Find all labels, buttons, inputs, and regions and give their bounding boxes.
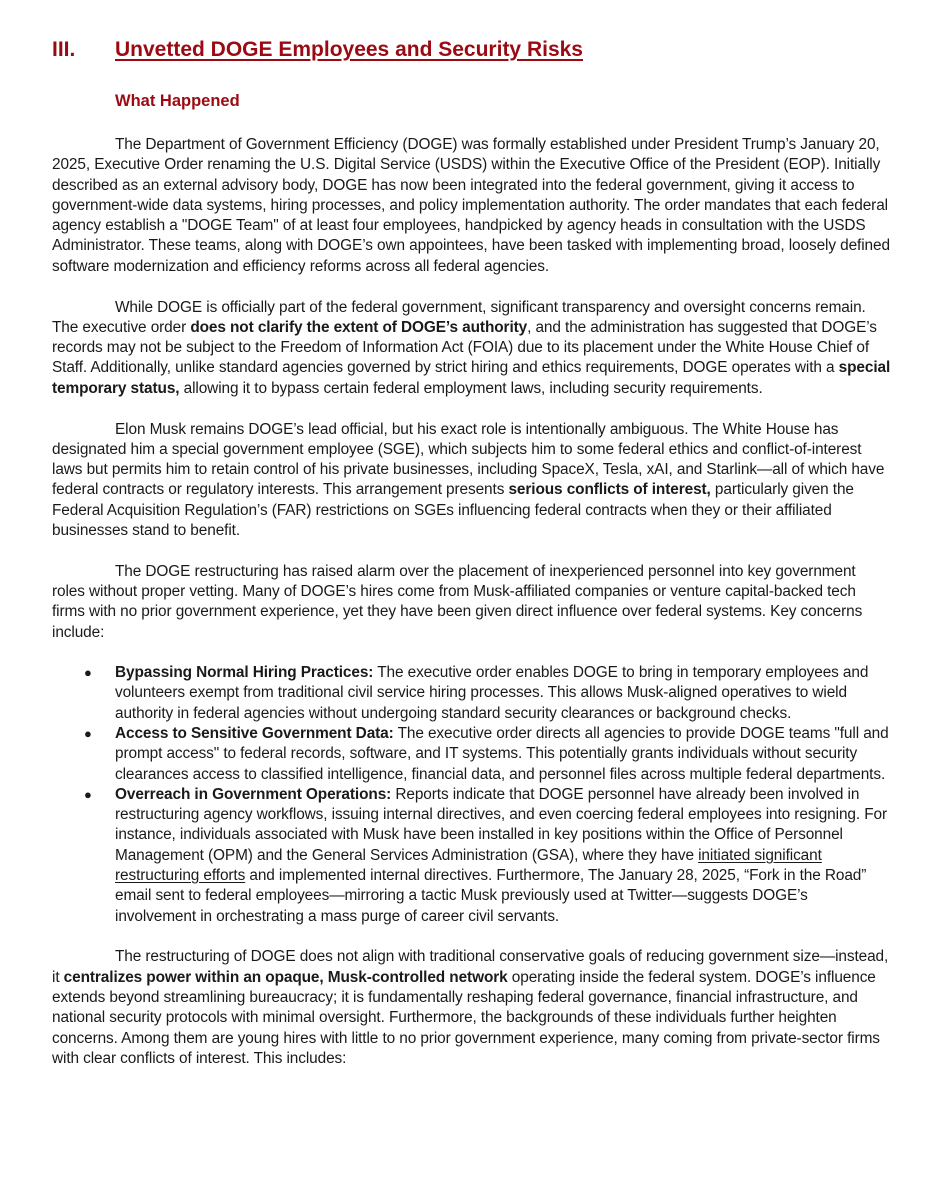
list-item-title: Bypassing Normal Hiring Practices: [115,664,374,682]
paragraph-musk-role [52,420,892,542]
restructuring-efforts-link[interactable]: initiated significant restructuring efforts [115,846,822,884]
text-run: The restructuring of DOGE does not align with traditional conservative goals of reducing government size—instead, it [52,948,889,986]
bold-phrase: does not clarify the extent of DOGE’s authority [190,318,528,336]
bold-phrase: centralizes power within an opaque, Musk-controlled network [63,968,508,986]
list-item-text: The executive order enables DOGE to bring in temporary employees and volunteers exempt from traditional civil service hiring processes. This allows Musk-aligned operatives to wield authority in federal agencies without undergoing standard security clearances or background checks. [115,664,869,722]
subheading-what-happened: What Happened [115,92,240,110]
bold-phrase: serious conflicts of interest, [508,481,711,499]
paragraph-doge-establishment: The Department of Government Efficiency (DOGE) was formally established under President Trump’s January 20, 2025, Executive Order renaming the U.S. Digital Service (USDS) within the Executive Office of the President (EOP). Initially described as an external advisory body, DOGE has now been integrated into the federal government, giving it access to government-wide data systems, hiring processes, and policy implementation authority. The order mandates that each federal agency establish a "DOGE Team" of at least four employees, handpicked by agency heads in consultation with the USDS Administrator. These teams, along with DOGE’s own appointees, have been tasked with implementing broad, loosely defined software modernization and efficiency reforms across all federal agencies. [52,136,890,275]
list-item-text: Reports indicate that DOGE personnel have already been involved in restructuring agency workflows, issuing internal directives, and even coercing federal employees into resigning. For instance, individuals associated with Musk have been installed in key positions within the Office of Personnel Management (OPM) and the General Services Administration (GSA), where they have [115,785,888,864]
text-run: While DOGE is officially part of the federal government, significant transparency and oversight concerns remain. The executive order [52,298,866,336]
section-heading [52,38,892,68]
paragraph-centralized-power [52,947,892,1069]
section-title: Unvetted DOGE Employees and Security Risks [115,38,583,61]
bullet-icon: ● [84,786,92,802]
key-concerns-list [52,663,892,927]
list-item-hiring-practices [52,663,892,724]
list-item-title: Overreach in Government Operations: [115,785,392,803]
list-item-sensitive-data [52,724,892,785]
list-item-title: Access to Sensitive Government Data: [115,724,394,742]
text-run: Elon Musk remains DOGE’s lead official, but his exact role is intentionally ambiguous. The White House has designated him a special government employee (SGE), which subjects him to some federal ethics and conflict-of-interest laws but permits him to retain control of his private businesses, including SpaceX, Tesla, xAI, and Starlink—all of which have federal contracts or regulatory interests. This arrangement presents [52,420,885,499]
paragraph-transparency-concerns [52,298,892,399]
section-number: III. [52,38,76,61]
bullet-icon: ● [84,665,92,681]
list-item-text: and implemented internal directives. Furthermore, The January 28, 2025, “Fork in the Road” email sent to federal employees—mirroring a tactic Musk previously used at Twitter—suggests DOGE’s involvement in orchestrating a mass purge of career civil servants. [115,867,867,925]
bold-phrase: special temporary status, [52,359,891,397]
list-item-text: The executive order directs all agencies to provide DOGE teams "full and prompt access" to federal records, software, and IT systems. This potentially grants individuals without security clearances access to classified intelligence, financial data, and personnel files across multiple federal departments. [115,724,889,783]
paragraph-restructuring-alarm: The DOGE restructuring has raised alarm over the placement of inexperienced personnel into key government roles without proper vetting. Many of DOGE’s hires come from Musk-affiliated companies or venture capital-backed tech firms with no prior government experience, yet they have been given direct influence over federal systems. Key concerns include: [52,562,863,641]
text-run: allowing it to bypass certain federal employment laws, including security requirements. [179,379,763,397]
text-run: operating inside the federal system. DOGE’s influence extends beyond streamlining bureaucracy; it is fundamentally reshaping federal governance, financial infrastructure, and national security protocols with minimal oversight. Furthermore, the backgrounds of these individuals further heighten concerns. Among them are young hires with little to no prior government experience, many coming from private-sector firms with clear conflicts of interest. This includes: [52,968,880,1067]
text-run: , and the administration has suggested that DOGE’s records may not be subject to the Freedom of Information Act (FOIA) due to its placement under the White House Chief of Staff. Additionally, unlike standard agencies governed by strict hiring and ethics requirements, DOGE operates with a [52,318,877,377]
bullet-icon: ● [84,725,92,741]
text-run: particularly given the Federal Acquisition Regulation’s (FAR) restrictions on SGEs influencing federal contracts when they or their affiliated businesses stand to benefit. [52,481,854,540]
document-page [52,38,892,1069]
list-item-government-overreach [52,785,892,927]
